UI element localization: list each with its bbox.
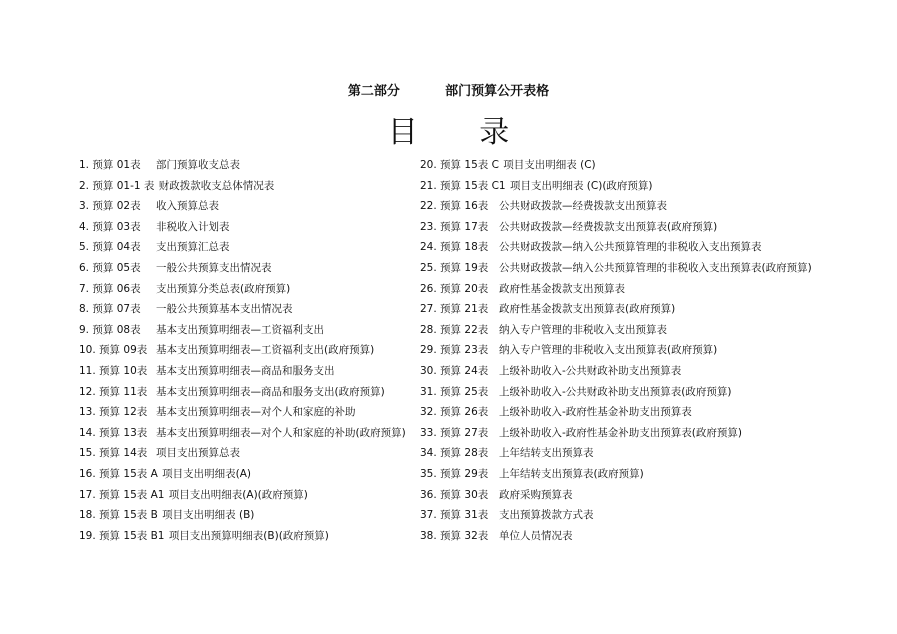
toc-entry xyxy=(79,402,356,423)
toc-entry-title: 基本支出预算明细表—对个人和家庭的补助(政府预算) xyxy=(156,426,406,439)
toc-entry-number: 35. xyxy=(420,467,437,480)
toc-entry-title: 基本支出预算明细表—工资福利支出(政府预算) xyxy=(156,344,375,357)
toc-entry-number: 29. xyxy=(420,344,437,357)
toc-entry xyxy=(420,526,653,547)
toc-entry-title: 基本支出预算明细表—工资福利支出 xyxy=(156,323,324,336)
toc-entry-code: 预算 15表 B xyxy=(99,509,158,522)
toc-entry-number: 8. xyxy=(79,303,90,316)
toc-entry xyxy=(420,361,682,382)
toc-entry xyxy=(420,423,742,444)
toc-entry-code: 预算 16表 xyxy=(440,200,489,213)
toc-entry-number: 23. xyxy=(420,220,437,233)
toc-entry-number: 15. xyxy=(79,447,96,460)
toc-entry-number: 37. xyxy=(420,509,437,522)
toc-entry xyxy=(79,279,329,300)
toc-entry-title: 公共财政拨款—经费拨款支出预算表(政府预算) xyxy=(499,220,718,233)
toc-entry-code: 预算 01-1 表 xyxy=(92,179,155,192)
toc-entry xyxy=(420,237,762,258)
toc-entry-number: 38. xyxy=(420,529,437,542)
toc-entry xyxy=(420,464,653,485)
toc-entry-number: 19. xyxy=(79,529,96,542)
toc-entry-title: 一般公共预算支出情况表 xyxy=(156,261,272,274)
toc-entry-title: 纳入专户管理的非税收入支出预算表 xyxy=(499,323,667,336)
toc-entry xyxy=(79,382,385,403)
toc-entry xyxy=(79,155,329,176)
toc-entry xyxy=(420,485,653,506)
toc-entry-title: 基本支出预算明细表—商品和服务支出 xyxy=(156,364,335,377)
toc-entry-title: 收入预算总表 xyxy=(156,200,219,213)
toc-entry-code: 预算 31表 xyxy=(440,509,489,522)
toc-entry-code: 预算 15表 A1 xyxy=(99,488,165,501)
toc-entry-number: 31. xyxy=(420,385,437,398)
toc-entry-title: 项目支出明细表(A) xyxy=(162,467,252,480)
toc-entry-number: 10. xyxy=(79,344,96,357)
toc-entry xyxy=(79,423,406,444)
toc-entry-title: 单位人员情况表 xyxy=(499,529,573,542)
part-label: 第二部分 xyxy=(347,84,400,99)
toc-entry-title: 纳入专户管理的非税收入支出预算表(政府预算) xyxy=(499,344,718,357)
toc-entry-number: 1. xyxy=(79,159,90,171)
toc-entry-title: 上级补助收入-公共财政补助支出预算表(政府预算) xyxy=(499,385,732,398)
toc-entry xyxy=(79,443,329,464)
toc-entry xyxy=(420,320,667,341)
toc-entry-title: 项目支出明细表(A)(政府预算) xyxy=(168,488,308,501)
toc-entry-code: 预算 10表 xyxy=(99,364,148,377)
toc-entry-code: 预算 29表 xyxy=(440,467,489,480)
toc-entry-code: 预算 09表 xyxy=(99,344,148,357)
part-heading xyxy=(0,80,897,99)
toc-entry-title: 项目支出明细表 (C) xyxy=(503,159,596,171)
toc-entry-title: 支出预算拨款方式表 xyxy=(499,509,594,522)
toc-entry-code: 预算 23表 xyxy=(440,344,489,357)
toc-entry-title: 上年结转支出预算表(政府预算) xyxy=(499,467,644,480)
toc-entry xyxy=(79,320,329,341)
toc-entry-number: 21. xyxy=(420,179,437,192)
toc-entry xyxy=(79,237,329,258)
toc-column-right xyxy=(420,155,812,546)
toc-entry-number: 2. xyxy=(79,179,90,192)
toc-entry-code: 预算 15表 A xyxy=(99,467,158,480)
toc-entry-title: 一般公共预算基本支出情况表 xyxy=(156,303,293,316)
toc-entry-code: 预算 27表 xyxy=(440,426,489,439)
toc-entry xyxy=(79,196,329,217)
toc-entry xyxy=(420,382,732,403)
toc-entry-number: 26. xyxy=(420,282,437,295)
toc-entry-title: 政府性基金拨款支出预算表 xyxy=(499,282,625,295)
toc-entry xyxy=(79,485,329,506)
toc-entry xyxy=(420,402,692,423)
toc-entry-code: 预算 04表 xyxy=(92,241,141,254)
toc-entry-number: 7. xyxy=(79,282,90,295)
toc-column-left xyxy=(79,155,406,546)
toc-entry-code: 预算 19表 xyxy=(440,261,489,274)
toc-entry-number: 11. xyxy=(79,364,96,377)
toc-entry-number: 33. xyxy=(420,426,437,439)
toc-entry-number: 12. xyxy=(79,385,96,398)
toc-entry-code: 预算 26表 xyxy=(440,406,489,419)
toc-entry-title: 支出预算汇总表 xyxy=(156,241,230,254)
toc-entry-number: 20. xyxy=(420,159,437,171)
toc-entry-code: 预算 15表 C xyxy=(440,159,499,171)
toc-entry-number: 13. xyxy=(79,406,96,419)
toc-entry xyxy=(79,299,329,320)
toc-entry-code: 预算 15表 C1 xyxy=(440,179,506,192)
toc-entry-number: 28. xyxy=(420,323,437,336)
toc-entry-title: 项目支出预算总表 xyxy=(156,447,240,460)
toc-entry-title: 基本支出预算明细表—对个人和家庭的补助 xyxy=(156,406,356,419)
toc-entry-number: 25. xyxy=(420,261,437,274)
toc-entry xyxy=(79,176,329,197)
toc-entry xyxy=(420,340,718,361)
toc-entry-code: 预算 17表 xyxy=(440,220,489,233)
toc-entry-number: 27. xyxy=(420,303,437,316)
toc-entry xyxy=(79,258,329,279)
toc-entry-number: 5. xyxy=(79,241,90,254)
section-label: 部门预算公开表格 xyxy=(445,84,550,99)
toc-entry-number: 14. xyxy=(79,426,96,439)
toc-entry-title: 部门预算收支总表 xyxy=(156,159,240,171)
toc-entry-code: 预算 14表 xyxy=(99,447,148,460)
toc-entry-code: 预算 20表 xyxy=(440,282,489,295)
toc-entry-code: 预算 03表 xyxy=(92,220,141,233)
toc-entry-number: 6. xyxy=(79,261,90,274)
toc-entry-number: 4. xyxy=(79,220,90,233)
toc-entry-code: 预算 12表 xyxy=(99,406,148,419)
toc-entry-code: 预算 21表 xyxy=(440,303,489,316)
toc-entry-code: 预算 13表 xyxy=(99,426,148,439)
toc-entry xyxy=(420,196,667,217)
toc-entry-code: 预算 08表 xyxy=(92,323,141,336)
toc-entry-code: 预算 05表 xyxy=(92,261,141,274)
toc-entry-number: 30. xyxy=(420,364,437,377)
toc-entry-code: 预算 11表 xyxy=(99,385,148,398)
toc-entry-number: 9. xyxy=(79,323,90,336)
toc-entry xyxy=(79,361,335,382)
toc-entry-title: 公共财政拨款—纳入公共预算管理的非税收入支出预算表(政府预算) xyxy=(499,261,812,274)
toc-entry-title: 上级补助收入-政府性基金补助支出预算表(政府预算) xyxy=(499,426,742,439)
toc-entry xyxy=(79,217,329,238)
toc-entry-code: 预算 15表 B1 xyxy=(99,529,165,542)
toc-entry xyxy=(420,217,718,238)
toc-entry xyxy=(420,299,676,320)
toc-entry-title: 基本支出预算明细表—商品和服务支出(政府预算) xyxy=(156,385,385,398)
toc-entry-code: 预算 30表 xyxy=(440,488,489,501)
toc-entry xyxy=(420,443,653,464)
toc-entry-number: 3. xyxy=(79,200,90,213)
toc-entry-code: 预算 07表 xyxy=(92,303,141,316)
toc-entry-title: 财政拨款收支总体情况表 xyxy=(158,179,275,192)
toc-entry-title: 项目支出预算明细表(B)(政府预算) xyxy=(168,529,329,542)
toc-entry-number: 32. xyxy=(420,406,437,419)
toc-entry xyxy=(420,155,653,176)
toc-entry-code: 预算 01表 xyxy=(92,159,141,171)
toc-entry-code: 预算 22表 xyxy=(440,323,489,336)
toc-entry-title: 政府采购预算表 xyxy=(499,488,573,501)
toc-entry-code: 预算 25表 xyxy=(440,385,489,398)
toc-entry-title: 上级补助收入-公共财政补助支出预算表 xyxy=(499,364,682,377)
toc-entry-code: 预算 02表 xyxy=(92,200,141,213)
toc-entry-number: 36. xyxy=(420,488,437,501)
toc-entry xyxy=(79,505,329,526)
toc-entry-code: 预算 28表 xyxy=(440,447,489,460)
toc-entry-number: 17. xyxy=(79,488,96,501)
toc-entry-title: 项目支出明细表 (C)(政府预算) xyxy=(509,179,653,192)
toc-entry-title: 项目支出明细表 (B) xyxy=(162,509,255,522)
toc-entry-title: 政府性基金拨款支出预算表(政府预算) xyxy=(499,303,676,316)
toc-entry-code: 预算 32表 xyxy=(440,529,489,542)
toc-entry-number: 16. xyxy=(79,467,96,480)
toc-entry-number: 34. xyxy=(420,447,437,460)
toc-entry xyxy=(79,526,329,547)
toc-entry-title: 上年结转支出预算表 xyxy=(499,447,594,460)
toc-entry-code: 预算 24表 xyxy=(440,364,489,377)
toc-entry-title: 公共财政拨款—纳入公共预算管理的非税收入支出预算表 xyxy=(499,241,762,254)
toc-entry-code: 预算 06表 xyxy=(92,282,141,295)
toc-entry-code: 预算 18表 xyxy=(440,241,489,254)
toc-entry-title: 上级补助收入-政府性基金补助支出预算表 xyxy=(499,406,692,419)
toc-entry-number: 18. xyxy=(79,509,96,522)
toc-entry-title: 支出预算分类总表(政府预算) xyxy=(156,282,291,295)
toc-entry xyxy=(420,258,812,279)
toc-entry-number: 24. xyxy=(420,241,437,254)
toc-entry xyxy=(420,279,653,300)
toc-entry xyxy=(420,505,653,526)
toc-entry xyxy=(79,340,375,361)
toc-entry xyxy=(79,464,329,485)
page-title: 目 录 xyxy=(387,115,536,150)
toc-entry-title: 公共财政拨款—经费拨款支出预算表 xyxy=(499,200,667,213)
toc-entry-title: 非税收入计划表 xyxy=(156,220,230,233)
toc-entry xyxy=(420,176,653,197)
toc-entry-number: 22. xyxy=(420,200,437,213)
